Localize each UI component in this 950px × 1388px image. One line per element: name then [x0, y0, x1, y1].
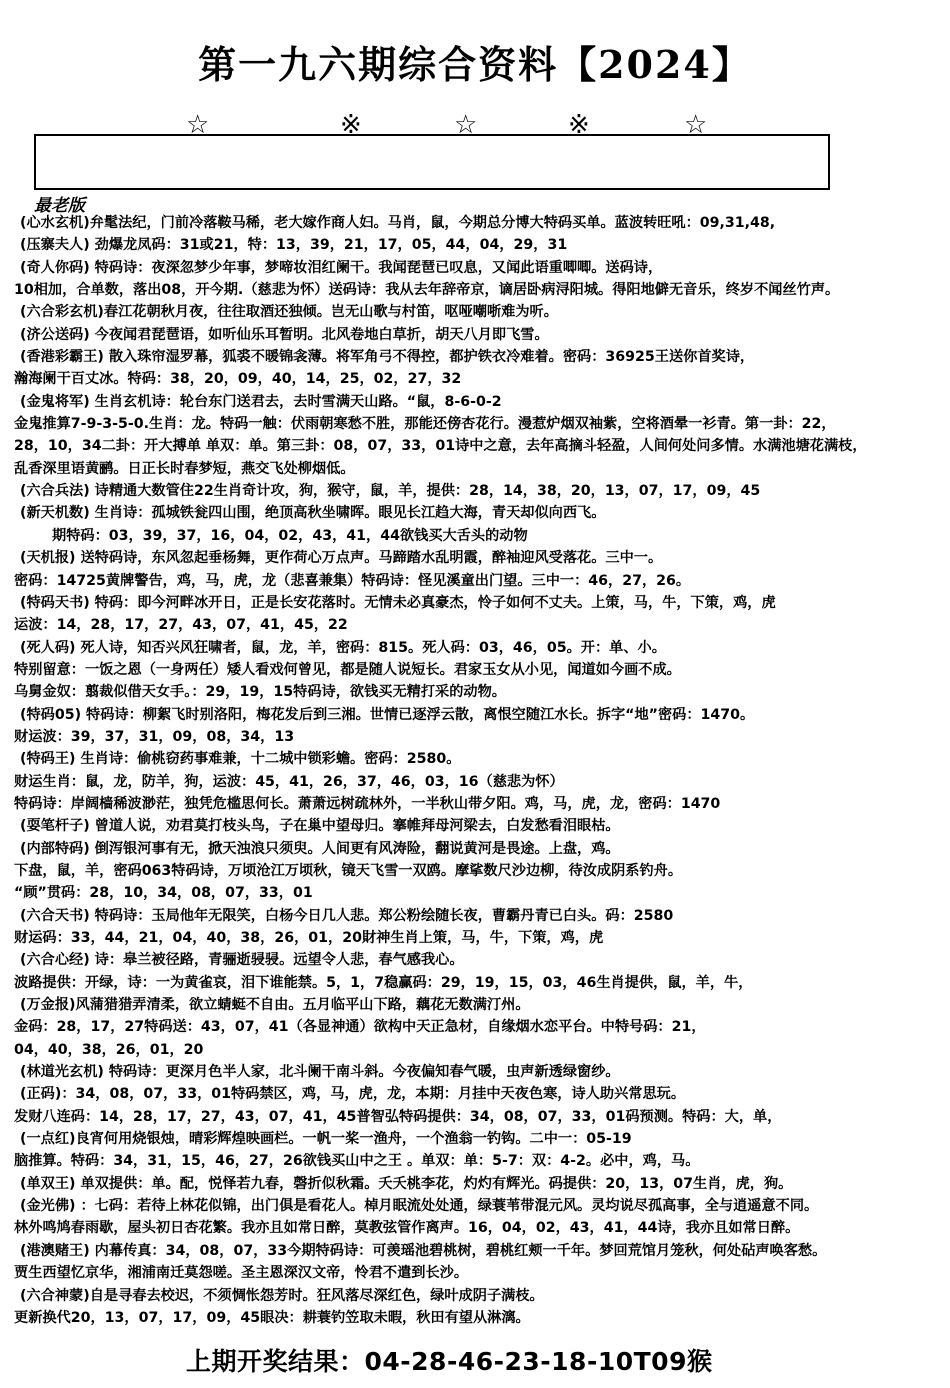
result-banner: 上期开奖结果：04-28-46-23-18-10T09猴 [186, 1347, 713, 1376]
star-icon: ☆ [684, 110, 708, 140]
text-line: (天机报) 送特码诗，东风忽起垂杨舞，更作荷心万点声。马蹄踏水乱明霞，醉袖迎风受落花。三中一。 [20, 550, 663, 567]
text-line: “顾”贯码：28，10，34，08，07，33，01 [14, 885, 313, 902]
text-line: 财运波：39，37，31，09，08，34，13 [14, 728, 295, 745]
text-line: 期特码：03，39，37，16，04，02，43，41，44欲钱买大舌头的动物 [52, 527, 528, 544]
text-line: (正码)：34，08，07，33，01特码禁区，鸡，马，虎，龙，本期：月挂中天夜色寒，诗人助兴常思玩。 [20, 1086, 686, 1103]
text-line: 乱香深里语黄鹂。日正长时春梦短，燕交飞处柳烟低。 [14, 460, 355, 477]
text-line: 更新换代20，13，07，17，09，45眼决：耕蓑钓笠取未暇，秋田有望从淋漓。 [14, 1309, 530, 1326]
text-line: (特码05) 特码诗：柳絮飞时别洛阳，梅花发后到三湘。世情已逐浮云散，离恨空随江水长。拆字“地”密码：1470。 [20, 706, 755, 723]
text-line: (心水玄机)弁髦法纪，门前冷落鞍马稀，老大嫁作商人妇。马肖，鼠，今期总分博大特码买单。蓝波转旺吼：09,31,48, [20, 215, 776, 231]
text-line: (万金报)风蒲猎猎弄清柔，欲立蜻蜓不自由。五月临平山下路，藕花无数满汀州。 [20, 997, 530, 1014]
text-line: 10相加，合单数，落出08，开今期.（慈悲为怀）送码诗：我从去年辞帝京，谪居卧病浔阳城。得阳地僻无音乐，终岁不闻丝竹声。 [14, 282, 840, 299]
text-line: (单双王) 单双提供：单。配，悦怿若九春，磬折似秋霜。夭夭桃李花，灼灼有辉光。码提供：20，13，07生肖，虎，狗。 [20, 1175, 793, 1192]
text-line: 下盘，鼠，羊，密码063特码诗，万顷沧江万顷秋，镜天飞雪一双鸥。摩挲数尺沙边柳，待汝成阴系钓舟。 [14, 862, 683, 879]
section-label: 最老版 [34, 196, 85, 216]
text-line: 特码诗：岸阔樯稀波渺茫，独凭危槛思何长。萧萧远树疏林外，一半秋山带夕阳。鸡，马，虎，龙，密码：1470 [14, 795, 721, 812]
star-icon: ☆ [454, 110, 478, 140]
content-lines [14, 212, 940, 1329]
text-line: (压寨夫人) 劲爆龙凤码：31或21，特：13，39，21，17，05，44，04，29，31 [20, 237, 568, 254]
text-line: 脑推算。特码：34，31，15，46，27，26欲钱买山中之王 。单双：单：5-7：双：4-2。必中，鸡，马。 [14, 1153, 700, 1170]
text-line: 特别留意：一饭之恩（一身两任）矮人看戏何曾见，都是随人说短长。君家玉女从小见，闻道如今画不成。 [14, 661, 681, 678]
text-line: 发财八连码：14，28，17，27，43，07，41，45普智弘特码提供：34，08，07，33，01码预测。特码：大，单， [14, 1108, 782, 1125]
text-line: (耍笔杆子) 曾道人说，劝君莫打枝头鸟，子在巢中望母归。搴帷拜母河梁去，白发愁看泪眼枯。 [20, 818, 620, 835]
text-line: 财运码：33，44，21，04，40，38，26，01，20財神生肖上策，马，牛，下策，鸡，虎 [14, 930, 604, 946]
text-line: 波路提供：开绿，诗：一为黄雀哀，泪下谁能禁。5，1，7稳赢码：29，19，15，03，46生肖提供，鼠，羊，牛， [14, 974, 753, 991]
text-line: 乌舅金奴：翦裁似借天女手。：29，19，15特码诗，欲钱买无精打采的动物。 [14, 684, 506, 701]
text-line: 运波：14，28，17，27，43，07，41，45，22 [14, 617, 348, 634]
text-line: 瀚海阑干百丈冰。特码：38，20，09，40，14，25，02，27，32 [14, 371, 462, 388]
text-line: (港澳赌王) 内幕传真：34，08，07，33今期特码诗：可羡瑶池碧桃树，碧桃红颊一千年。梦回荒馆月笼秋，何处砧声唤客愁。 [20, 1242, 827, 1259]
text-line: 金鬼推算7-9-3-5-0.生肖：龙。特码一触：伏雨朝寒愁不胜，那能还傍杏花行。漫惹炉烟双袖紫，空将酒晕一衫青。第一卦：22， [14, 416, 836, 433]
text-line: (一点红)良宵何用烧银烛，晴彩辉煌映画栏。一帆一桨一渔舟，一个渔翁一钓钩。二中一：05-19 [20, 1131, 632, 1148]
text-line: 04，40，38，26，01，20 [14, 1041, 204, 1058]
text-line: (新天机数) 生肖诗：孤城铁瓮四山围，绝顶高秋坐啸晖。眼见长江趋大海，青天却似向西飞。 [20, 505, 606, 522]
text-line: (死人码) 死人诗，知否兴风狂啸者，鼠，龙，羊，密码：815。死人码：03，46，05。开：单、小。 [20, 639, 666, 656]
page-title: 第一九六期综合资料【2024】 [198, 42, 752, 87]
text-line: 贾生西望忆京华，湘浦南迁莫怨嗟。圣主恩深汉文帝，怜君不遣到长沙。 [14, 1265, 469, 1282]
text-line: (林道光玄机) 特码诗：更深月色半人家，北斗阑干南斗斜。今夜偏知春气暖，虫声新透绿窗纱。 [20, 1064, 620, 1081]
text-line: (六合天书) 特码诗：玉局他年无限笑，白杨今日几人悲。郑公粉绘随长夜，曹霸丹青已白头。码：2580 [20, 907, 674, 924]
text-line: (特码天书) 特码：即今河畔冰开日，正是长安花落时。无情未必真豪杰，怜子如何不丈夫。上策，马，牛，下策，鸡，虎 [20, 594, 776, 611]
text-line: (六合神蒙)自是寻春去校迟，不须惆怅怨芳时。狂风落尽深红色，绿叶成阴子满枝。 [20, 1287, 544, 1304]
text-line: (香港彩霸王) 散入珠帘湿罗幕，狐裘不暖锦衾薄。将军角弓不得控，都护铁衣冷难着。密码：36925王送你首奖诗， [20, 349, 755, 366]
text-line: (奇人你码) 特码诗：夜深忽梦少年事，梦啼妆泪红阑干。我闻琵琶已叹息，又闻此语重唧唧。送码诗， [20, 259, 663, 276]
text-line: (特码王) 生肖诗：偷桃窃药事难兼，十二城中锁彩蟾。密码：2580。 [20, 751, 461, 768]
text-line: 28，10，34二卦：开大搏单 单双：单。第三卦：08，07，33，01诗中之意，去年高摘斗轻盈，人间何处问多情。水满池塘花满枝， [14, 438, 867, 455]
star-icon: ☆ [186, 110, 210, 140]
text-line: (六合彩玄机)春江花朝秋月夜，往往取酒还独倾。岂无山歌与村笛，呕哑嘲哳难为听。 [20, 304, 558, 321]
text-line: (济公送码) 今夜闻君琵琶语，如听仙乐耳暂明。北风卷地白草折，胡天八月即飞雪。 [20, 326, 549, 343]
text-line: (金鬼将军) 生肖玄机诗：轮台东门送君去，去时雪满天山路。“鼠，8-6-0-2 [20, 393, 502, 410]
blank-banner-box [34, 134, 830, 190]
text-line: 金码：28，17，27特码送：43，07，41（各显神通）欲构中天正急材，自缘烟水恋平台。中特号码：21， [14, 1019, 706, 1036]
text-line: (六合心经) 诗：皋兰被径路，青骊逝骎骎。远望令人悲，春气感我心。 [20, 952, 464, 969]
asterism-icon: ※ [340, 110, 362, 140]
text-line: (内部特码) 倒泻银河事有无，掀天浊浪只须臾。人间更有风涛险，翻说黄河是畏途。上盘，鸡。 [20, 840, 620, 857]
asterism-icon: ※ [568, 110, 590, 140]
text-line: 财运生肖：鼠，龙，防羊，狗，运波：45，41，26，37，46，03，16（慈悲为怀） [14, 773, 564, 790]
text-line: 密码：14725黄牌警告，鸡，马，虎，龙（悲喜兼集）特码诗：怪见溪童出门望。三中一：46，27，26。 [14, 572, 691, 589]
text-line: (金光佛) ：七码：若待上林花似锦，出门俱是看花人。棹月眠流处处通，绿蓑苇带混元风。灵均说尽孤高事，全与逍遥意不同。 [20, 1198, 819, 1215]
text-line: (六合兵法) 诗精通大数管住22生肖奇计攻，狗，猴守，鼠，羊，提供：28，14，38，20，13，07，17，09，45 [20, 483, 761, 500]
text-line: 林外鸣鸠春雨歇，屋头初日杏花繁。我亦且如常日醉，莫教弦管作离声。16，04，02，43，41，44诗，我亦且如常日醉。 [14, 1220, 800, 1237]
